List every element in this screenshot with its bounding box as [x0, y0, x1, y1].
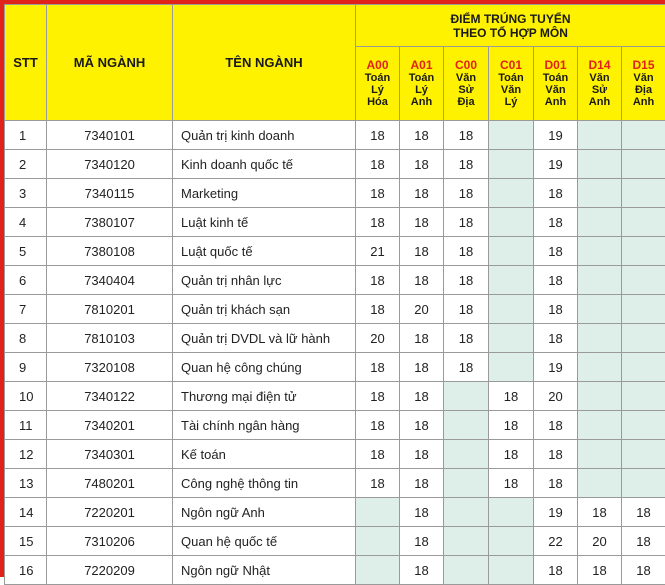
row-score	[578, 440, 622, 469]
table-row	[5, 556, 665, 585]
header-combo-a01	[400, 47, 444, 121]
row-score: 18	[534, 440, 578, 469]
row-score	[578, 266, 622, 295]
row-score: 18	[444, 266, 489, 295]
row-stt: 8	[5, 324, 47, 353]
header-combo-d01	[534, 47, 578, 121]
row-score: 20	[534, 382, 578, 411]
row-score: 18	[400, 208, 444, 237]
row-major-name: Luật quốc tế	[173, 237, 356, 266]
row-stt: 3	[5, 179, 47, 208]
table-row	[5, 121, 665, 150]
row-score: 18	[356, 440, 400, 469]
row-score: 18	[356, 382, 400, 411]
row-score	[578, 382, 622, 411]
row-score: 18	[622, 498, 665, 527]
row-score	[444, 498, 489, 527]
row-major-code: 7220209	[47, 556, 173, 585]
row-score	[489, 121, 534, 150]
header-combo-c00	[444, 47, 489, 121]
row-score: 18	[444, 324, 489, 353]
row-score	[489, 150, 534, 179]
row-score	[578, 179, 622, 208]
row-score	[622, 266, 665, 295]
row-major-name: Marketing	[173, 179, 356, 208]
row-score: 18	[400, 440, 444, 469]
row-stt: 11	[5, 411, 47, 440]
table-row	[5, 411, 665, 440]
row-score: 18	[400, 527, 444, 556]
combo-subject: Toán	[534, 72, 577, 84]
row-score: 18	[400, 498, 444, 527]
combo-subject: Văn	[578, 72, 621, 84]
row-score: 18	[400, 237, 444, 266]
row-major-name: Tài chính ngân hàng	[173, 411, 356, 440]
row-score: 22	[534, 527, 578, 556]
row-major-code: 7380108	[47, 237, 173, 266]
row-score: 18	[444, 208, 489, 237]
row-score	[622, 295, 665, 324]
row-score	[489, 556, 534, 585]
table-row	[5, 237, 665, 266]
row-major-code: 7320108	[47, 353, 173, 382]
row-major-name: Quản trị nhân lực	[173, 266, 356, 295]
row-score	[622, 411, 665, 440]
combo-subject: Lý	[400, 84, 443, 96]
header-combo-d15	[622, 47, 665, 121]
row-major-code: 7810201	[47, 295, 173, 324]
row-score: 18	[534, 411, 578, 440]
row-major-code: 7310206	[47, 527, 173, 556]
combo-code: C00	[444, 59, 488, 72]
combo-subject: Sử	[444, 84, 488, 96]
row-score: 18	[489, 469, 534, 498]
row-stt: 15	[5, 527, 47, 556]
table-row	[5, 295, 665, 324]
row-major-code: 7380107	[47, 208, 173, 237]
row-major-code: 7340101	[47, 121, 173, 150]
table-row	[5, 498, 665, 527]
row-score	[622, 208, 665, 237]
row-score: 18	[489, 411, 534, 440]
combo-subject: Văn	[444, 72, 488, 84]
combo-subject: Toán	[400, 72, 443, 84]
row-score	[578, 469, 622, 498]
row-score	[578, 208, 622, 237]
combo-subject: Địa	[444, 96, 488, 108]
row-score	[489, 208, 534, 237]
row-major-code: 7340201	[47, 411, 173, 440]
row-stt: 9	[5, 353, 47, 382]
row-score: 18	[578, 498, 622, 527]
row-score: 18	[578, 556, 622, 585]
row-major-code: 7340404	[47, 266, 173, 295]
row-major-name: Quản trị DVDL và lữ hành	[173, 324, 356, 353]
row-score: 19	[534, 498, 578, 527]
row-score	[356, 556, 400, 585]
row-score	[578, 324, 622, 353]
row-score: 18	[400, 411, 444, 440]
row-score: 18	[622, 527, 665, 556]
row-major-code: 7810103	[47, 324, 173, 353]
row-score: 18	[356, 179, 400, 208]
row-major-code: 7340115	[47, 179, 173, 208]
combo-code: C01	[489, 59, 533, 72]
row-major-name: Luật kinh tế	[173, 208, 356, 237]
row-score	[622, 382, 665, 411]
combo-subject: Sử	[578, 84, 621, 96]
row-score: 18	[356, 411, 400, 440]
row-score: 18	[400, 556, 444, 585]
combo-subject: Anh	[534, 96, 577, 108]
row-score: 18	[444, 295, 489, 324]
row-stt: 1	[5, 121, 47, 150]
row-major-name: Quan hệ công chúng	[173, 353, 356, 382]
row-score	[444, 411, 489, 440]
row-score: 18	[400, 382, 444, 411]
row-score: 18	[534, 295, 578, 324]
row-score: 18	[622, 556, 665, 585]
row-score	[622, 469, 665, 498]
admission-score-table	[4, 4, 665, 585]
row-score: 18	[400, 324, 444, 353]
row-stt: 13	[5, 469, 47, 498]
combo-subject: Anh	[400, 96, 443, 108]
combo-code: A00	[356, 59, 399, 72]
combo-subject: Anh	[622, 96, 665, 108]
row-score: 18	[356, 266, 400, 295]
row-score: 18	[400, 179, 444, 208]
row-major-code: 7480201	[47, 469, 173, 498]
row-score	[444, 382, 489, 411]
row-major-name: Quản trị kinh doanh	[173, 121, 356, 150]
combo-subject: Toán	[489, 72, 533, 84]
row-stt: 6	[5, 266, 47, 295]
row-score	[622, 237, 665, 266]
row-score	[489, 527, 534, 556]
header-ten-nganh: TÊN NGÀNH	[173, 5, 356, 121]
row-score	[622, 179, 665, 208]
row-score: 18	[400, 121, 444, 150]
row-stt: 4	[5, 208, 47, 237]
row-score: 20	[578, 527, 622, 556]
row-score: 18	[444, 150, 489, 179]
row-score	[622, 324, 665, 353]
row-stt: 5	[5, 237, 47, 266]
row-major-name: Ngôn ngữ Anh	[173, 498, 356, 527]
row-score	[356, 498, 400, 527]
table-row	[5, 440, 665, 469]
row-score: 18	[489, 440, 534, 469]
row-score: 18	[534, 324, 578, 353]
row-score: 18	[534, 469, 578, 498]
row-score	[444, 527, 489, 556]
combo-code: D14	[578, 59, 621, 72]
row-score	[622, 440, 665, 469]
row-score: 18	[444, 237, 489, 266]
table-row	[5, 469, 665, 498]
row-score	[489, 498, 534, 527]
row-score	[489, 237, 534, 266]
row-major-code: 7340301	[47, 440, 173, 469]
combo-code: D01	[534, 59, 577, 72]
table-row	[5, 353, 665, 382]
row-major-name: Quan hệ quốc tế	[173, 527, 356, 556]
row-score: 18	[400, 469, 444, 498]
row-score	[489, 266, 534, 295]
row-score: 18	[534, 179, 578, 208]
row-score	[489, 295, 534, 324]
row-major-name: Ngôn ngữ Nhật	[173, 556, 356, 585]
row-score	[578, 150, 622, 179]
table-row	[5, 382, 665, 411]
row-score: 20	[400, 295, 444, 324]
row-score	[356, 527, 400, 556]
row-major-name: Kinh doanh quốc tế	[173, 150, 356, 179]
row-stt: 7	[5, 295, 47, 324]
row-score	[489, 324, 534, 353]
row-score: 19	[534, 150, 578, 179]
row-score: 18	[534, 556, 578, 585]
combo-code: A01	[400, 59, 443, 72]
combo-subject: Văn	[489, 84, 533, 96]
row-score	[489, 179, 534, 208]
row-score	[578, 121, 622, 150]
row-score: 18	[356, 150, 400, 179]
row-major-name: Kế toán	[173, 440, 356, 469]
table-row	[5, 179, 665, 208]
table-row	[5, 324, 665, 353]
row-score: 18	[444, 353, 489, 382]
header-group-line1: ĐIỂM TRÚNG TUYỂN	[356, 12, 665, 26]
table-row	[5, 150, 665, 179]
row-score: 18	[356, 121, 400, 150]
row-stt: 2	[5, 150, 47, 179]
row-score: 18	[400, 150, 444, 179]
row-score	[578, 295, 622, 324]
row-score	[578, 411, 622, 440]
combo-subject: Lý	[356, 84, 399, 96]
combo-subject: Hóa	[356, 96, 399, 108]
row-score: 18	[534, 237, 578, 266]
row-score	[489, 353, 534, 382]
row-score: 21	[356, 237, 400, 266]
combo-subject: Toán	[356, 72, 399, 84]
combo-subject: Địa	[622, 84, 665, 96]
row-major-name: Quản trị khách sạn	[173, 295, 356, 324]
row-score	[444, 556, 489, 585]
header-combo-a00	[356, 47, 400, 121]
row-major-code: 7220201	[47, 498, 173, 527]
table-row	[5, 266, 665, 295]
row-major-code: 7340122	[47, 382, 173, 411]
table-row	[5, 208, 665, 237]
header-group-line2: THEO TỔ HỢP MÔN	[356, 26, 665, 40]
row-score	[444, 469, 489, 498]
header-stt: STT	[5, 5, 47, 121]
row-score	[622, 121, 665, 150]
combo-subject: Văn	[534, 84, 577, 96]
row-major-code: 7340120	[47, 150, 173, 179]
header-score-group	[356, 5, 665, 47]
row-score: 18	[444, 121, 489, 150]
row-score	[578, 237, 622, 266]
row-score: 18	[534, 208, 578, 237]
row-score	[622, 353, 665, 382]
row-score: 20	[356, 324, 400, 353]
header-combo-c01	[489, 47, 534, 121]
row-score: 18	[400, 353, 444, 382]
row-score: 18	[489, 382, 534, 411]
table-row	[5, 527, 665, 556]
row-score	[578, 353, 622, 382]
header-combo-d14	[578, 47, 622, 121]
row-score: 18	[534, 266, 578, 295]
row-stt: 12	[5, 440, 47, 469]
row-score	[444, 440, 489, 469]
row-score: 18	[444, 179, 489, 208]
row-stt: 16	[5, 556, 47, 585]
combo-subject: Anh	[578, 96, 621, 108]
row-score: 19	[534, 121, 578, 150]
row-score: 19	[534, 353, 578, 382]
row-major-name: Thương mại điện tử	[173, 382, 356, 411]
row-stt: 10	[5, 382, 47, 411]
combo-subject: Văn	[622, 72, 665, 84]
row-score: 18	[356, 353, 400, 382]
row-score: 18	[400, 266, 444, 295]
row-major-name: Công nghệ thông tin	[173, 469, 356, 498]
row-score: 18	[356, 295, 400, 324]
combo-code: D15	[622, 59, 665, 72]
row-score	[622, 150, 665, 179]
row-score: 18	[356, 208, 400, 237]
row-stt: 14	[5, 498, 47, 527]
row-score: 18	[356, 469, 400, 498]
combo-subject: Lý	[489, 96, 533, 108]
header-ma-nganh: MÃ NGÀNH	[47, 5, 173, 121]
